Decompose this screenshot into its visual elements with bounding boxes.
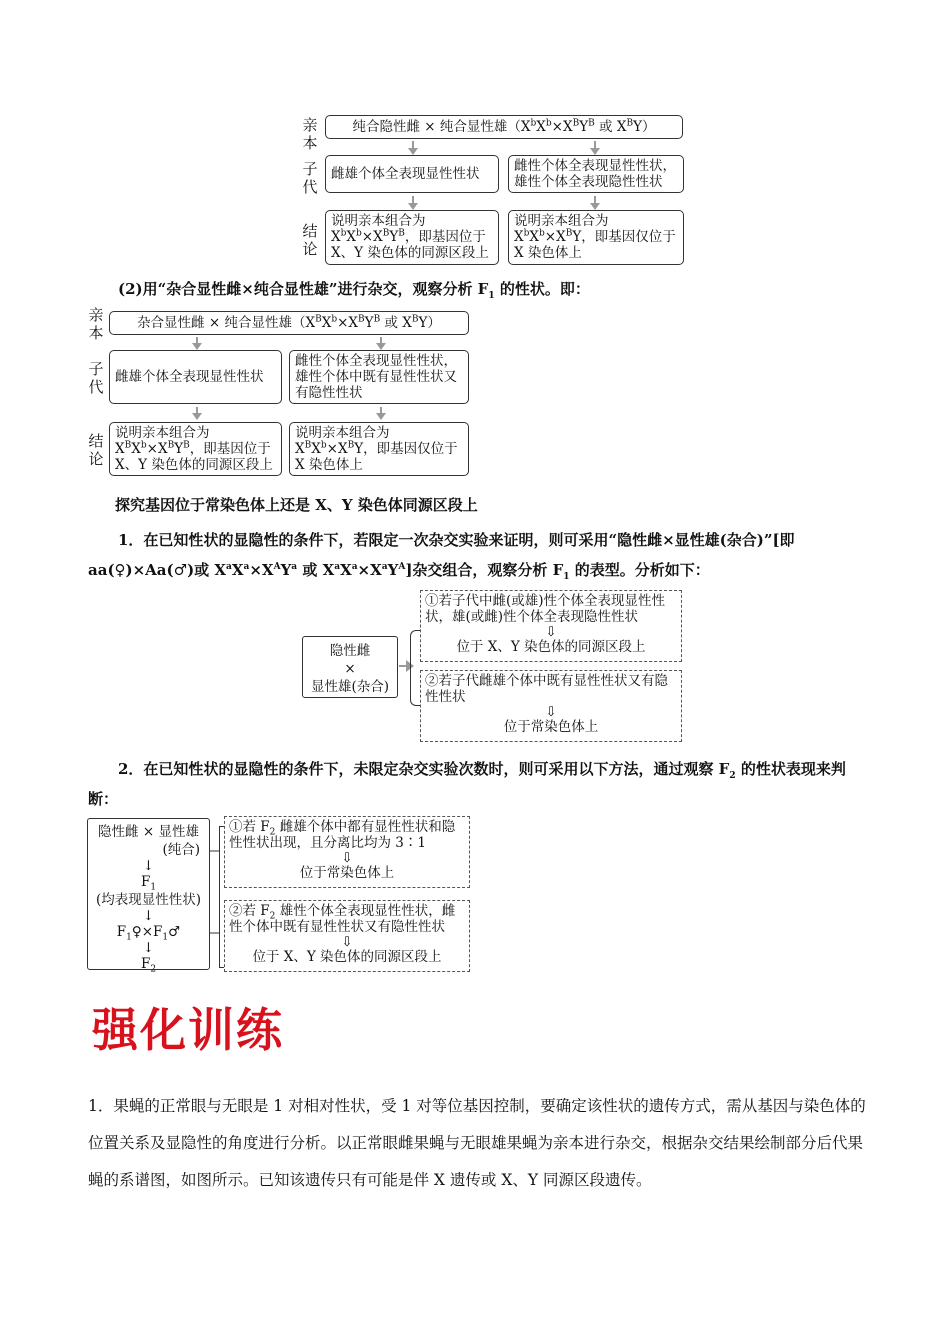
parent-box: 纯合隐性雌 × 纯合显性雄（$X^bX^b\times X^BY^B$ 或 $X^BY$）	[325, 115, 683, 139]
label-offspring: 子代	[88, 360, 104, 396]
section-heading: 探究基因位于常染色体上还是 X、Y 染色体同源区段上	[115, 496, 478, 514]
arrow-down	[380, 407, 382, 414]
f1-label: $F_1$	[140, 874, 157, 893]
label-parent: 亲本	[88, 306, 104, 342]
label-conclusion: 结论	[302, 222, 318, 258]
f1-note: (均表现显性性状)	[95, 892, 202, 908]
question-1: 1．果蝇的正常眼与无眼是 1 对相对性状，受 1 对等位基因控制，要确定该性状的遗传方式，需从基因与染色体的位置关系及显隐性的角度进行分析。以正常眼雌果蝇与无眼雄果蝇为亲本进行杂交，根据杂交结果绘制部分后代果蝇的系谱图，如图所示。已知该遗传只有可能是伴 X 遗传或 X、Y 同源区段遗传。	[88, 1097, 866, 1189]
cross-symbol: ×	[344, 661, 356, 677]
case-1-result: 位于常染色体上	[299, 865, 395, 881]
arrow-down	[594, 141, 596, 149]
label-parent: 亲本	[302, 116, 318, 152]
cross-box	[302, 636, 398, 698]
arrow-down	[412, 196, 414, 204]
case-1-text: ①若子代中雌(或雄)性个体全表现显性性状，雄(或雌)性个体全表现隐性性状	[425, 593, 666, 625]
arrow-down	[196, 407, 198, 414]
conclusion-right-box: 说明亲本组合为 $X^BX^b\times X^BY$，即基因仅位于 X 染色体上	[289, 422, 469, 476]
cross-male-label: 显性雄(杂合)	[310, 679, 390, 695]
parent-box: 杂合显性雌 × 纯合显性雄（$X^BX^b\times X^BY^B$ 或 $X^BY$）	[109, 311, 469, 335]
arrow-down	[594, 196, 596, 204]
down-arrow-icon: ⇩	[341, 934, 353, 950]
f2-label: $F_2$	[140, 956, 157, 975]
case-2-box	[420, 670, 682, 742]
p-cross-label: 隐性雌 × 显性雄	[98, 824, 199, 840]
down-arrow-icon: ⇩	[545, 704, 557, 720]
offspring-right-box: 雌性个体全表现显性性状，雄性个体中既有显性性状又有隐性性状	[289, 350, 469, 404]
item-2: 2．在已知性状的显隐性的条件下，未限定杂交实验次数时，则可采用以下方法，通过观察 $F_2$ 的性状表现来判断：	[88, 760, 846, 808]
conclusion-right-box: 说明亲本组合为 $X^bX^b\times X^BY$，即基因仅位于 X 染色体上	[508, 210, 684, 265]
case-2-text: ②若子代雌雄个体中既有显性性状又有隐性性状	[425, 673, 668, 705]
cross-female-label: 隐性雌	[329, 643, 371, 659]
down-arrow-icon: ↓	[142, 858, 155, 874]
case-1-text: ①若 $F_2$ 雌雄个体中都有显性性状和隐性性状出现，且分离比均为 3∶1	[229, 819, 456, 851]
arrow-down	[412, 141, 414, 149]
arrow-down	[196, 337, 198, 344]
case-2-text: ②若 $F_2$ 雄性个体全表现显性性状，雌性个体中既有显性性状又有隐性性状	[229, 903, 456, 935]
down-arrow-icon: ↓	[142, 940, 155, 956]
case-2-box	[224, 900, 470, 972]
arrow-down	[380, 337, 382, 344]
offspring-left-box: 雌雄个体全表现显性性状	[325, 155, 499, 193]
case-2-result: 位于 X、Y 染色体的同源区段上	[252, 949, 442, 965]
case-1-box	[224, 816, 470, 888]
offspring-left-box: 雌雄个体全表现显性性状	[109, 350, 282, 404]
case-2-result: 位于常染色体上	[503, 719, 599, 735]
conclusion-left-box: 说明亲本组合为 $X^bX^b\times X^BY^B$，即基因位于 X、Y 染色体的同源区段上	[325, 210, 499, 265]
case-1-result: 位于 X、Y 染色体的同源区段上	[456, 639, 646, 655]
label-conclusion: 结论	[88, 432, 104, 468]
conclusion-left-box: 说明亲本组合为 $X^BX^b\times X^BY^B$，即基因位于 X、Y 染色体的同源区段上	[109, 422, 282, 476]
offspring-right-box: 雌性个体全表现显性性状，雄性个体全表现隐性性状	[508, 155, 684, 193]
down-arrow-icon: ⇩	[341, 850, 353, 866]
item-1: 1．在已知性状的显隐性的条件下，若限定一次杂交实验来证明，则可采用“隐性雌×显性雄(杂合)”[即 aa(♀)×Aa(♂)或 $X^aX^a\times X^AY^a$ 或 $X^aX^a\times X^aY^A$]杂交组合，观察分析 $F_1$ 的表型。分析如下：	[88, 531, 795, 582]
section-banner: 强化训练	[92, 1003, 284, 1057]
homozygous-note: (纯合)	[162, 842, 200, 858]
label-offspring: 子代	[302, 160, 318, 196]
paragraph-2: (2)用“杂合显性雌×纯合显性雄”进行杂交，观察分析 $F_1$ 的性状。即：	[118, 280, 590, 301]
down-arrow-icon: ⇩	[545, 624, 557, 640]
case-1-box	[420, 590, 682, 662]
f1-cross-label: $F_1♀\times F_1♂$	[116, 924, 181, 943]
cross-scheme-box	[87, 818, 210, 975]
down-arrow-icon: ↓	[142, 908, 155, 924]
